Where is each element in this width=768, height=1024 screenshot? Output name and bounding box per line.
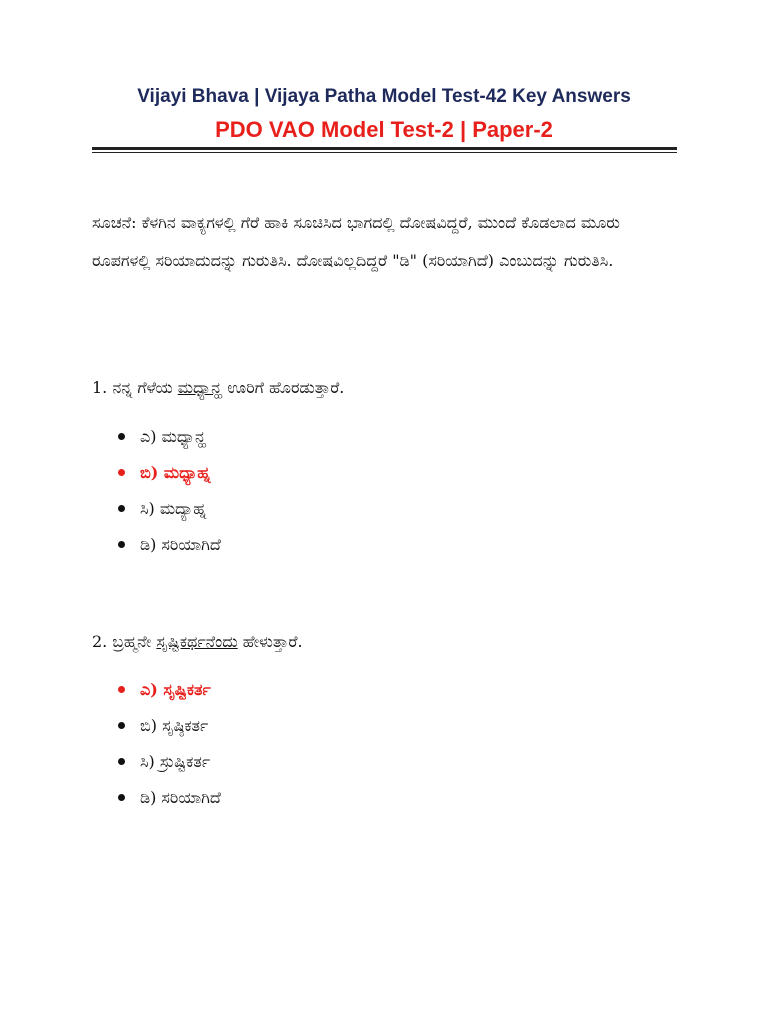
bullet-icon: [118, 433, 125, 440]
option-1a[interactable]: [118, 419, 221, 455]
question-1-options: [118, 419, 221, 563]
question-2-underlined: ಸೃಷ್ಟಿಕರ್ಥನೆಂದು: [156, 632, 238, 651]
question-2-prefix: 2. ಬ್ರಹ್ಮನೇ: [92, 632, 157, 651]
header-divider-thin: [92, 152, 677, 153]
question-1-suffix: ಊರಿಗೆ ಹೊರಡುತ್ತಾರೆ.: [222, 378, 345, 397]
option-label: ಎ) ಸೃಷ್ಟಿಕರ್ತ: [140, 680, 211, 699]
document-title: Vijayi Bhava | Vijaya Patha Model Test-42 Key Answers: [137, 86, 631, 107]
instruction-text: ಸೂಚನೆ: ಕೆಳಗಿನ ವಾಕ್ಯಗಳಲ್ಲಿ ಗೆರೆ ಹಾಕಿ ಸೂಚಿಸಿದ ಭಾಗದಲ್ಲಿ ದೋಷವಿದ್ದರೆ, ಮುಂದೆ ಕೊಡಲಾದ ಮೂರು ರೂಪಗಳಲ್ಲಿ ಸರಿಯಾದುದನ್ನು ಗುರುತಿಸಿ. ದೋಷವಿಲ್ಲದಿದ್ದರೆ "ಡಿ" (ಸರಿಯಾಗಿದೆ) ಎಂಬುದನ್ನು ಗುರುತಿಸಿ.: [92, 213, 620, 270]
document-subtitle: PDO VAO Model Test-2 | Paper-2: [215, 117, 553, 142]
question-2-options: [118, 672, 221, 816]
option-label: ಸಿ) ಮದ್ಯಾಹ್ನ: [140, 499, 207, 518]
option-label: ಡಿ) ಸರಿಯಾಗಿದೆ: [140, 535, 221, 554]
option-2b[interactable]: [118, 708, 221, 744]
option-2a-correct[interactable]: [118, 672, 221, 708]
option-2c[interactable]: [118, 744, 221, 780]
header-divider-thick: [92, 147, 677, 150]
option-1d[interactable]: [118, 527, 221, 563]
option-1b-correct[interactable]: [118, 455, 221, 491]
option-label: ಡಿ) ಸರಿಯಾಗಿದೆ: [140, 788, 221, 807]
question-1-underlined: ಮಧ್ಯಾನ್ಹ: [177, 378, 223, 397]
bullet-icon: [118, 469, 125, 476]
option-label: ಸಿ) ಸ್ರುಷ್ಟಿಕರ್ತ: [140, 752, 211, 771]
question-1: [92, 378, 344, 398]
bullet-icon: [118, 541, 125, 548]
question-1-prefix: 1. ನನ್ನ ಗೆಳೆಯ: [92, 378, 178, 397]
bullet-icon: [118, 758, 125, 765]
option-label: ಎ) ಮಧ್ಯಾನ್ಹ: [140, 427, 207, 446]
question-2-suffix: ಹೇಳುತ್ತಾರೆ.: [237, 632, 303, 651]
option-label: ಬಿ) ಸೃಷ್ಠಿಕರ್ತ: [140, 716, 209, 735]
option-2d[interactable]: [118, 780, 221, 816]
bullet-icon: [118, 794, 125, 801]
bullet-icon: [118, 686, 125, 693]
option-1c[interactable]: [118, 491, 221, 527]
bullet-icon: [118, 505, 125, 512]
bullet-icon: [118, 722, 125, 729]
question-2: [92, 632, 303, 652]
option-label: ಬಿ) ಮಧ್ಯಾಹ್ನ: [140, 463, 211, 482]
